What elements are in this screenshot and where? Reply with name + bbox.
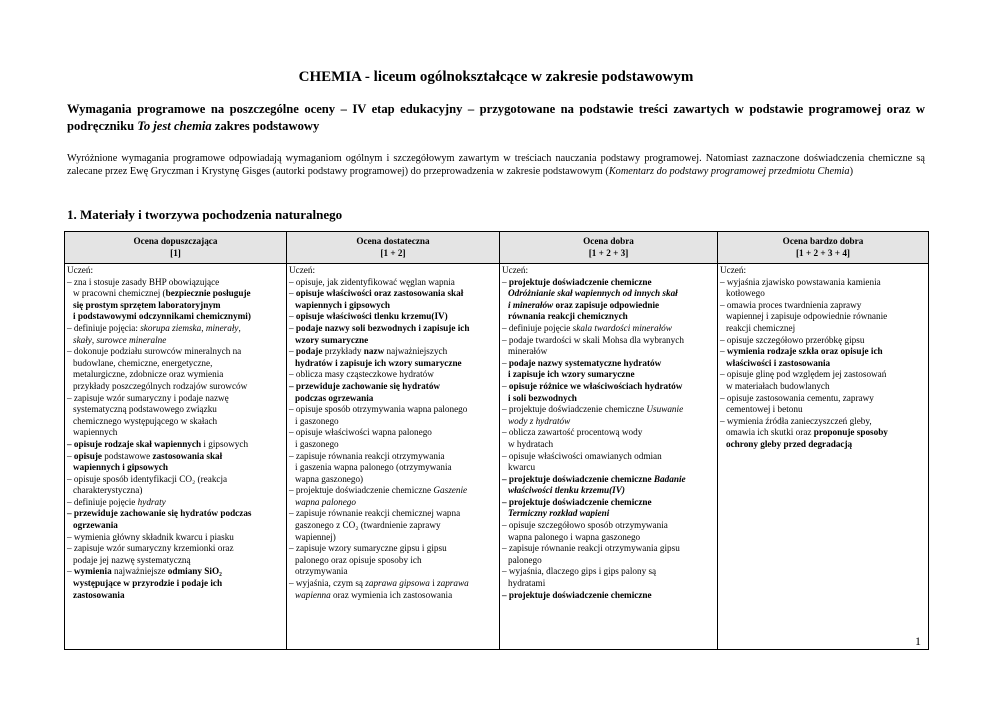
text-run: wapiennych i gipsowych	[73, 462, 168, 473]
text-run: – przewiduje zachowanie się hydratów	[289, 380, 441, 391]
text-run: reakcji chemicznej	[726, 322, 796, 333]
text-run: skala twardości minerałów	[572, 322, 672, 333]
text-run: wapienna	[295, 589, 331, 600]
text-run: kwarcu	[508, 462, 536, 473]
text-run: w hydratach	[508, 438, 554, 449]
requirement-line	[502, 590, 715, 602]
text-run: –	[67, 438, 74, 449]
requirement-line	[67, 416, 284, 428]
text-run: – zapisuje wzory sumaryczne gipsu i gipsu	[289, 543, 447, 554]
requirement-line	[289, 416, 497, 428]
text-run: w pracowni chemicznej (	[73, 288, 166, 299]
text-run: i gaszonego	[295, 415, 339, 426]
requirement-line	[720, 427, 926, 439]
requirement-line	[67, 393, 284, 405]
header-grade-levels: [1 + 2]	[380, 248, 406, 258]
text-run: zastosowania skał	[152, 450, 223, 461]
requirement-line	[502, 578, 715, 590]
requirement-line	[289, 451, 497, 463]
requirement-line	[67, 381, 284, 393]
requirement-line	[289, 508, 497, 520]
requirement-line	[720, 439, 926, 451]
text-run: najważniejsze	[111, 566, 168, 577]
text-run: – przewiduje zachowanie się hydratów podczas	[67, 508, 252, 519]
text-run: nazw	[363, 346, 385, 357]
text-run: wapiennych	[73, 427, 118, 438]
requirement-line	[502, 520, 715, 532]
text-run: – zapisuje równania reakcji otrzymywania	[289, 450, 445, 461]
requirement-line	[289, 335, 497, 347]
text-run: wapiennych i gipsowych	[295, 299, 390, 310]
text-run: podaje nazwy systematyczne hydratów	[508, 357, 662, 368]
document-title: CHEMIA - liceum ogólnokształcące w zakresie podstawowym	[298, 69, 694, 85]
requirement-line	[720, 404, 926, 416]
requirement-line	[67, 288, 284, 300]
text-run: – definiuje pojęcie	[67, 496, 138, 507]
text-run: – dokonuje podziału surowców mineralnych na	[67, 346, 242, 357]
requirement-line	[67, 346, 284, 358]
text-run: – definiuje pojęcia:	[67, 322, 141, 333]
text-run: i	[429, 578, 438, 589]
text-run: proponuje sposoby	[813, 427, 888, 438]
requirement-line	[720, 311, 926, 323]
text-run: podaje nazwy soli bezwodnych i zapisuje ich	[295, 322, 470, 333]
requirement-line	[67, 300, 284, 312]
requirement-line	[67, 555, 284, 567]
text-run: skały	[73, 334, 92, 345]
requirement-line	[502, 439, 715, 451]
text-run: – wymienia źródła zanieczyszczeń gleby,	[720, 415, 872, 426]
requirement-line	[67, 323, 284, 335]
requirements-cell-bardzo-dobra	[718, 264, 929, 650]
requirement-line	[502, 300, 715, 312]
requirement-line	[502, 451, 715, 463]
text-run: – definiuje pojęcie	[502, 322, 573, 333]
text-run: – wyjaśnia zjawisko powstawania kamienia	[720, 276, 881, 287]
requirement-line	[720, 300, 926, 312]
text-run: –	[502, 357, 509, 368]
text-run: oraz zapisuje odpowiednie	[553, 299, 660, 310]
document-subtitle	[67, 101, 925, 135]
requirement-line	[289, 590, 497, 602]
header-grade-name: Ocena dopuszczająca	[133, 236, 218, 246]
requirement-line	[502, 485, 715, 497]
requirement-line	[67, 265, 284, 277]
text-run: odmiany SiO₂	[167, 566, 222, 577]
requirement-line	[502, 323, 715, 335]
text-run: projektuje doświadczenie chemiczne	[508, 276, 652, 287]
text-run: najważniejszych	[384, 346, 448, 357]
requirement-line	[67, 508, 284, 520]
requirement-line	[289, 474, 497, 486]
subtitle-text-start: Wymagania programowe na poszczególne oceny – IV etap edukacyjny – przygotowane na podstawie treści zawartych w podstawie programowej oraz w podręczniku	[67, 102, 925, 133]
text-run: zastosowania	[73, 589, 125, 600]
text-run: –	[67, 450, 74, 461]
text-run: wody z hydratów	[508, 415, 571, 426]
text-run: bezpiecznie posługuje	[165, 288, 251, 299]
text-run: i minerałów	[508, 299, 554, 310]
text-run: – opisuje, jak zidentyfikować węglan wapnia	[289, 276, 455, 287]
requirement-line	[502, 288, 715, 300]
requirement-line	[67, 532, 284, 544]
text-run: – wyjaśnia, dlaczego gips i gips palony są	[502, 566, 657, 577]
text-run: – opisuje zastosowania cementu, zaprawy	[720, 392, 874, 403]
text-run: – projektuje doświadczenie chemiczne	[289, 485, 434, 496]
requirement-line	[67, 358, 284, 370]
text-run: –	[67, 566, 74, 577]
text-run: metalurgiczne, zdobnicze oraz wymienia	[73, 369, 224, 380]
text-run: równania reakcji chemicznych	[508, 311, 628, 322]
header-grade-name: Ocena dostateczna	[356, 236, 430, 246]
requirement-line	[67, 335, 284, 347]
text-run: i podstawowymi odczynnikami chemicznymi)	[73, 311, 251, 322]
requirement-line	[502, 566, 715, 578]
text-run: gaszonego z CO₂ (twardnienie zaprawy	[295, 520, 441, 531]
text-run: palonego	[508, 554, 542, 565]
requirement-line	[67, 543, 284, 555]
header-grade-levels: [1]	[170, 248, 181, 258]
text-run: – opisuje szczegółowo przeróbkę gipsu	[720, 334, 865, 345]
text-run: właściwości i zastosowania	[726, 357, 831, 368]
text-run: opisuje właściwości tlenku krzemu(IV)	[295, 311, 448, 322]
text-run: hydratami	[508, 578, 546, 589]
text-run: opisuje rodzaje skał wapiennych	[73, 438, 202, 449]
text-run: przykłady poszczególnych rodzajów surowców	[73, 380, 248, 391]
text-run: – projektuje doświadczenie chemiczne	[502, 404, 647, 415]
text-run: –	[289, 288, 296, 299]
requirement-line	[720, 393, 926, 405]
requirement-line	[67, 404, 284, 416]
requirement-line	[67, 520, 284, 532]
text-run: właściwości tlenku krzemu(IV)	[508, 485, 625, 496]
text-run: wymienia	[73, 566, 112, 577]
requirement-line	[67, 497, 284, 509]
requirement-line	[502, 346, 715, 358]
text-run: Uczeń:	[289, 265, 316, 275]
requirement-line	[289, 393, 497, 405]
requirement-line	[289, 346, 497, 358]
text-run: – projektuje doświadczenie chemiczne	[502, 589, 652, 600]
requirement-line	[289, 427, 497, 439]
text-run: – opisuje właściwości wapna palonego	[289, 427, 432, 438]
text-run: opisuje	[73, 450, 102, 461]
requirement-line	[67, 462, 284, 474]
text-run: Uczeń:	[67, 265, 94, 275]
requirement-line	[289, 300, 497, 312]
text-run: surowce mineralne	[96, 334, 167, 345]
requirement-line	[502, 393, 715, 405]
requirement-line	[502, 416, 715, 428]
requirement-line	[289, 288, 497, 300]
text-run: otrzymywania	[295, 566, 348, 577]
text-run: w materiałach budowlanych	[726, 380, 830, 391]
table-body-row	[65, 264, 929, 650]
text-run: ogrzewania	[73, 520, 118, 531]
requirements-cell-dopuszczajaca	[65, 264, 287, 650]
requirement-line	[502, 427, 715, 439]
text-run: Termiczny rozkład wapieni	[508, 508, 610, 519]
text-run: Usuwanie	[646, 404, 684, 415]
text-run: minerałów	[508, 346, 548, 357]
requirement-line	[502, 277, 715, 289]
text-run: systematyczną podstawowego związku	[73, 404, 217, 415]
text-run: wapiennej)	[295, 531, 336, 542]
header-grade-levels: [1 + 2 + 3]	[588, 248, 629, 258]
subtitle-textbook-title: To jest chemia	[137, 119, 212, 133]
requirement-line	[289, 369, 497, 381]
text-run: – projektuje doświadczenie chemiczne	[502, 496, 652, 507]
text-run: wapna gaszonego)	[295, 473, 364, 484]
requirement-line	[720, 335, 926, 347]
header-grade-2	[287, 232, 500, 264]
text-run: –	[289, 311, 296, 322]
requirement-line	[720, 416, 926, 428]
requirement-line	[502, 497, 715, 509]
requirement-line	[67, 566, 284, 578]
requirement-line	[289, 497, 497, 509]
intro-commentary-title: Komentarz do podstawy programowej przedmiotu Chemia	[608, 166, 850, 177]
requirement-line	[502, 311, 715, 323]
header-grade-name: Ocena dobra	[583, 236, 634, 246]
text-run: chemicznego występującego w skałach	[73, 415, 218, 426]
text-run: skorupa ziemska	[140, 322, 202, 333]
section-heading: 1. Materiały i tworzywa pochodzenia naturalnego	[67, 207, 343, 222]
requirement-line	[720, 265, 926, 277]
requirement-line	[720, 346, 926, 358]
text-run: i gaszenia wapna palonego (otrzymywania	[295, 462, 452, 473]
header-grade-1	[65, 232, 287, 264]
requirement-line	[289, 485, 497, 497]
requirement-line	[289, 277, 497, 289]
requirement-line	[289, 311, 497, 323]
text-run: wapna palonego i wapna gaszonego	[508, 531, 641, 542]
intro-text-end: )	[849, 166, 853, 177]
text-run: Uczeń:	[502, 265, 529, 275]
text-run: – zna i stosuje zasady BHP obowiązujące	[67, 276, 220, 287]
text-run: – opisuje sposób otrzymywania wapna palonego	[289, 404, 468, 415]
requirement-line	[720, 369, 926, 381]
text-run: Gaszenie	[433, 485, 468, 496]
intro-text: Wyróżnione wymagania programowe odpowiadają wymaganiom ogólnym i szczegółowym zawartym w treściach nauczania podstawy programowej. Natomiast zaznaczone doświadczenia chemiczne są zalecane przez Ewę Gryczman i Krystynę Gisges (autorki podstawy programowej) do przeprowadzenia w zakresie podstawowym (	[67, 153, 925, 177]
header-grade-levels: [1 + 2 + 3 + 4]	[796, 248, 850, 258]
requirement-line	[502, 543, 715, 555]
requirement-line	[67, 474, 284, 486]
requirement-line	[720, 288, 926, 300]
text-run: i soli bezwodnych	[508, 392, 577, 403]
requirement-line	[289, 358, 497, 370]
text-run: – opisuje właściwości omawianych odmian	[502, 450, 662, 461]
text-run: –	[720, 346, 727, 357]
text-run: – opisuje glinę pod względem jej zastosowań	[720, 369, 887, 380]
text-run: – projektuje doświadczenie chemiczne	[502, 473, 654, 484]
text-run: hydratów i zapisuje ich wzory sumaryczne	[295, 357, 462, 368]
text-run: Badanie	[653, 473, 686, 484]
requirement-line	[289, 520, 497, 532]
text-run: ,	[201, 322, 206, 333]
text-run: podaje	[295, 346, 323, 357]
text-run: – opisuje szczegółowo sposób otrzymywania	[502, 520, 668, 531]
requirement-line	[289, 566, 497, 578]
requirement-line	[502, 474, 715, 486]
requirement-line	[720, 277, 926, 289]
requirement-line	[502, 358, 715, 370]
requirement-line	[502, 381, 715, 393]
requirement-line	[67, 590, 284, 602]
header-grade-4	[718, 232, 929, 264]
text-run: –	[502, 380, 509, 391]
text-run: – zapisuje równanie reakcji otrzymywania gipsu	[502, 543, 680, 554]
requirement-line	[289, 543, 497, 555]
text-run: przykłady	[322, 346, 364, 357]
text-run: – podaje twardości w skali Mohsa dla wybranych	[502, 334, 684, 345]
text-run: cementowej i betonu	[726, 404, 803, 415]
text-run: –	[289, 322, 296, 333]
requirement-line	[289, 404, 497, 416]
text-run: –	[289, 346, 296, 357]
requirement-line	[289, 532, 497, 544]
requirement-line	[289, 462, 497, 474]
requirements-cell-dostateczna	[287, 264, 500, 650]
requirement-line	[289, 323, 497, 335]
header-grade-name: Ocena bardzo dobra	[782, 236, 864, 246]
text-run: – zapisuje równanie reakcji chemicznej wapna	[289, 508, 461, 519]
text-run: wapna palonego	[295, 496, 356, 507]
text-run: hydraty	[137, 496, 166, 507]
requirement-line	[720, 323, 926, 335]
text-run: – oblicza zawartość procentową wody	[502, 427, 643, 438]
requirement-line	[502, 404, 715, 416]
requirement-line	[502, 265, 715, 277]
text-run: wzory sumaryczne	[295, 334, 369, 345]
requirement-line	[67, 578, 284, 590]
text-run: Uczeń:	[720, 265, 747, 275]
text-run: wymienia rodzaje szkła oraz opisuje ich	[726, 346, 883, 357]
text-run: podstawowe	[101, 450, 153, 461]
text-run: opisuje różnice we właściwościach hydratów	[508, 380, 683, 391]
text-run: – wyjaśnia, czym są	[289, 578, 366, 589]
text-run: ,	[238, 322, 241, 333]
text-run: wapiennej i zapisuje odpowiednie równanie	[726, 311, 888, 322]
text-run: – zapisuje wzór sumaryczny krzemionki oraz	[67, 543, 234, 554]
requirement-line	[502, 532, 715, 544]
text-run: –	[502, 276, 509, 287]
text-run: – omawia proces twardnienia zaprawy	[720, 299, 862, 310]
requirement-line	[502, 335, 715, 347]
text-run: występujące w przyrodzie i podaje ich	[73, 578, 223, 589]
text-run: – oblicza masy cząsteczkowe hydratów	[289, 369, 434, 380]
requirement-line	[67, 311, 284, 323]
text-run: charakterystyczna)	[73, 485, 143, 496]
requirement-line	[289, 381, 497, 393]
requirement-line	[67, 439, 284, 451]
requirements-table	[64, 231, 929, 650]
text-run: zaprawa gipsowa	[365, 578, 430, 589]
requirement-line	[502, 369, 715, 381]
text-run: podaje jej nazwę systematyczną	[73, 554, 191, 565]
text-run: omawia ich skutki oraz	[726, 427, 814, 438]
table-header-row	[65, 232, 929, 264]
requirement-line	[67, 369, 284, 381]
text-run: oraz wymienia ich zastosowania	[330, 589, 453, 600]
subtitle-text-end: zakres podstawowy	[211, 119, 320, 133]
text-run: Odróżnianie skał wapiennych od innych skał	[508, 288, 678, 299]
requirement-line	[289, 555, 497, 567]
text-run: – wymienia główny składnik kwarcu i piasku	[67, 531, 234, 542]
text-run: – opisuje sposób identyfikacji CO₂ (reakcja	[67, 473, 228, 484]
requirement-line	[502, 462, 715, 474]
text-run: się prostym sprzętem laboratoryjnym	[73, 299, 221, 310]
requirement-line	[67, 485, 284, 497]
requirements-cell-dobra	[500, 264, 718, 650]
text-run: zaprawa	[437, 578, 469, 589]
requirement-line	[67, 277, 284, 289]
text-run: i zapisuje ich wzory sumaryczne	[508, 369, 635, 380]
text-run: kotłowego	[726, 288, 765, 299]
page-number: 1	[915, 634, 921, 648]
text-run: minerały	[205, 322, 239, 333]
requirement-line	[502, 508, 715, 520]
requirement-line	[289, 578, 497, 590]
requirement-line	[720, 381, 926, 393]
requirement-line	[502, 555, 715, 567]
header-grade-3	[500, 232, 718, 264]
text-run: ,	[91, 334, 97, 345]
text-run: podczas ogrzewania	[295, 392, 374, 403]
requirement-line	[289, 439, 497, 451]
text-run: budowlane, chemiczne, energetyczne,	[73, 357, 213, 368]
text-run: ochrony gleby przed degradacją	[726, 438, 853, 449]
requirement-line	[67, 451, 284, 463]
text-run: palonego oraz opisuje sposoby ich	[295, 554, 422, 565]
text-run: i gaszonego	[295, 438, 339, 449]
requirement-line	[289, 265, 497, 277]
intro-paragraph	[67, 152, 925, 178]
requirement-line	[720, 358, 926, 370]
text-run: opisuje właściwości oraz zastosowania skał	[295, 288, 464, 299]
requirement-line	[67, 427, 284, 439]
text-run: i gipsowych	[201, 438, 249, 449]
text-run: – zapisuje wzór sumaryczny i podaje nazwę	[67, 392, 229, 403]
